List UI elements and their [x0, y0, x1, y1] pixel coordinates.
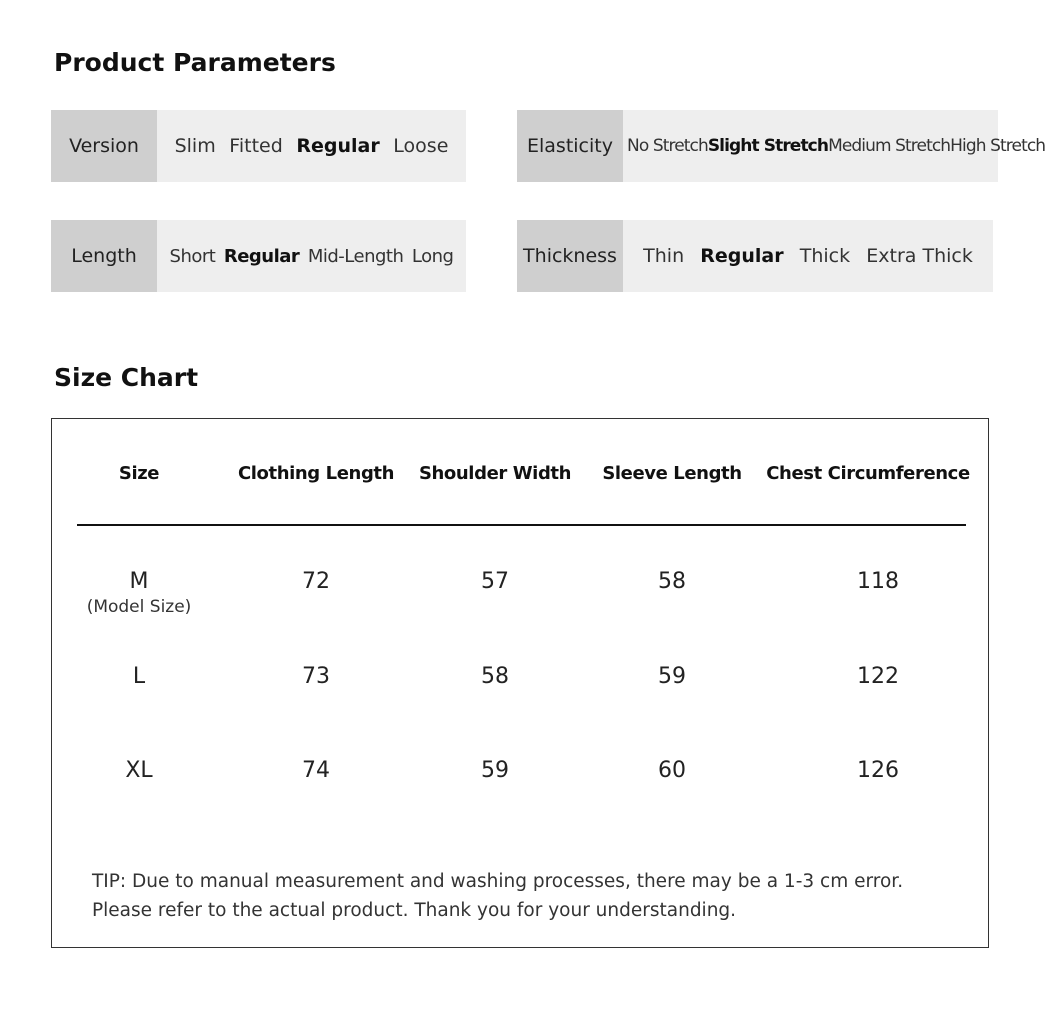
- sleeve-length-cell: 59: [658, 664, 686, 689]
- header-size: Size: [118, 463, 160, 484]
- param-option: Slim: [174, 135, 216, 157]
- param-option: Medium Stretch: [828, 136, 951, 156]
- size-chart-table: [51, 418, 989, 948]
- param-label-length: Length: [51, 220, 157, 292]
- param-option-selected: Regular: [296, 135, 380, 157]
- param-option-selected: Regular: [700, 245, 784, 267]
- param-row-thickness: [517, 220, 993, 292]
- param-options-version: [157, 110, 466, 182]
- size-value: L: [132, 664, 146, 689]
- param-row-length: [51, 220, 466, 292]
- tip-line: Please refer to the actual product. Thank you for your understanding.: [92, 900, 737, 921]
- param-options-thickness: [623, 220, 993, 292]
- param-row-version: [51, 110, 466, 182]
- size-chart-header: [52, 419, 988, 527]
- header-shoulder-width: Shoulder Width: [418, 463, 572, 484]
- shoulder-width-cell: 59: [481, 758, 509, 783]
- table-row: [52, 664, 988, 724]
- param-option: Thick: [799, 245, 851, 267]
- param-option: Thin: [643, 245, 685, 267]
- measurement-tip: [92, 867, 962, 925]
- param-row-elasticity: [517, 110, 1046, 182]
- param-option: Long: [411, 245, 454, 267]
- model-size-note: (Model Size): [86, 597, 192, 617]
- param-option: Fitted: [229, 135, 283, 157]
- size-cell: [87, 569, 192, 617]
- param-label-elasticity: Elasticity: [517, 110, 623, 182]
- shoulder-width-cell: 58: [481, 664, 509, 689]
- header-clothing-length: Clothing Length: [237, 463, 395, 484]
- header-sleeve-length: Sleeve Length: [602, 463, 742, 484]
- param-option-selected: Regular: [223, 245, 300, 267]
- clothing-length-cell: 73: [302, 664, 330, 689]
- clothing-length-cell: 74: [302, 758, 330, 783]
- clothing-length-cell: 72: [302, 569, 330, 594]
- param-options-elasticity: [623, 110, 1049, 182]
- size-value: M: [129, 569, 149, 594]
- param-label-version: Version: [51, 110, 157, 182]
- param-label-thickness: Thickness: [517, 220, 623, 292]
- size-value: XL: [125, 758, 153, 783]
- param-option-selected: Slight Stretch: [707, 136, 829, 156]
- param-option: No Stretch: [627, 136, 708, 156]
- size-chart-title: Size Chart: [54, 363, 199, 392]
- header-chest-circumference: Chest Circumference: [766, 463, 970, 484]
- table-row: [52, 758, 988, 818]
- param-option: Loose: [393, 135, 449, 157]
- param-option: High Stretch: [950, 136, 1046, 156]
- shoulder-width-cell: 57: [481, 569, 509, 594]
- product-parameters-title: Product Parameters: [54, 48, 336, 77]
- sleeve-length-cell: 58: [658, 569, 686, 594]
- param-option: Mid-Length: [307, 245, 404, 267]
- param-option: Extra Thick: [866, 245, 973, 267]
- chest-circumference-cell: 118: [857, 569, 899, 594]
- tip-line: TIP: Due to manual measurement and washing processes, there may be a 1-3 cm error.: [92, 871, 904, 892]
- table-row: [52, 569, 988, 629]
- chest-circumference-cell: 126: [857, 758, 899, 783]
- chest-circumference-cell: 122: [857, 664, 899, 689]
- param-option: Short: [169, 245, 216, 267]
- sleeve-length-cell: 60: [658, 758, 686, 783]
- header-divider: [77, 524, 966, 526]
- param-options-length: [157, 220, 466, 292]
